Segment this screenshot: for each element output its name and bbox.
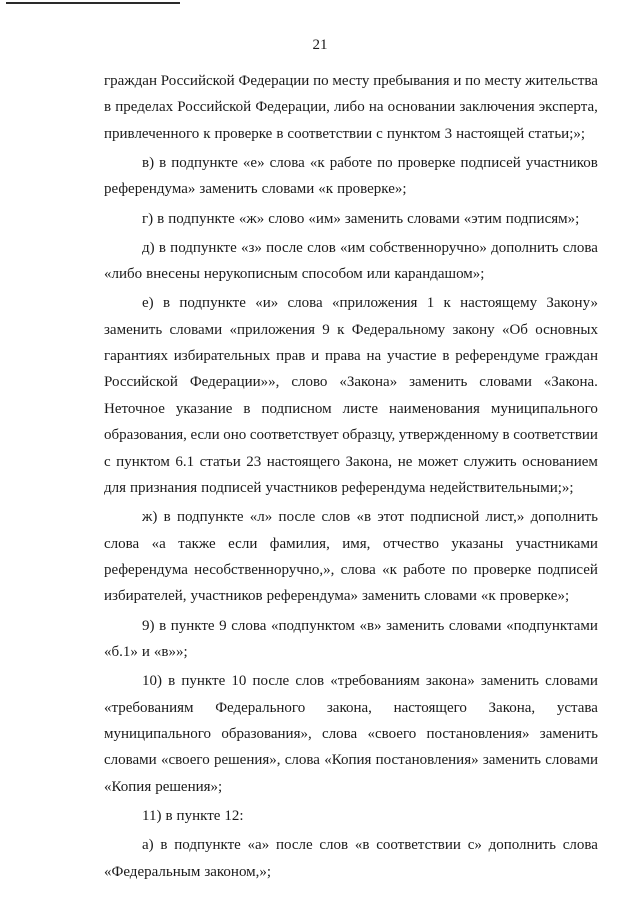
paragraph (104, 290, 598, 501)
text-line: в) в подпункте «е» слова «к работе по проверке подписей участников (142, 154, 598, 171)
text-line: Неточное указание в подписном листе наименования муниципального (104, 400, 598, 417)
paragraph (104, 504, 598, 610)
paragraph (104, 206, 598, 232)
header-rule (6, 2, 180, 4)
text-line: муниципального образования», слова «своего постановления» заменить (104, 725, 598, 742)
text-line: словами «своего решения», слова «Копия постановления» заменить словами (104, 752, 598, 769)
text-line: с пунктом 6.1 статьи 23 настоящего Закона, не может служить основанием (104, 453, 598, 470)
text-line: «требованиям Федерального закона, настоящего Закона, устава (104, 699, 598, 716)
text-line: референдума несобственноручно,», слова «к работе по проверке подписей (104, 562, 598, 579)
page-number: 21 (312, 37, 328, 53)
text-line: заменить словами «приложения 9 к Федеральному закону «Об основных (104, 321, 598, 338)
text-line: е) в подпункте «и» слова «приложения 1 к настоящему Закону» (142, 295, 598, 312)
document-body (104, 68, 598, 885)
text-line: образования, если оно соответствует образцу, утвержденному в соответствии (104, 427, 598, 444)
text-line: «либо внесены нерукописным способом или карандашом»; (104, 266, 485, 283)
paragraph (104, 832, 598, 885)
text-line: гарантиях избирательных прав и права на участие в референдуме граждан (104, 348, 598, 365)
text-line: «Федеральным законом,»; (104, 863, 272, 880)
text-line: для признания подписей участников референдума недействительными;»; (104, 480, 574, 497)
text-line: 9) в пункте 9 слова «подпунктом «в» заменить словами «подпунктами (142, 617, 598, 634)
paragraph (104, 235, 598, 288)
text-line: д) в подпункте «з» после слов «им собственноручно» дополнить слова (142, 239, 598, 256)
paragraph (104, 803, 598, 829)
text-line: 10) в пункте 10 после слов «требованиям закона» заменить словами (142, 673, 598, 690)
text-line: 11) в пункте 12: (142, 807, 244, 824)
paragraph (104, 68, 598, 147)
text-line: избирателей, участников референдума» заменить словами «к проверке»; (104, 588, 570, 605)
text-line: референдума» заменить словами «к проверке»; (104, 181, 407, 198)
text-line: «Копия решения»; (104, 778, 223, 795)
text-line: слова «а также если фамилия, имя, отчество указаны участниками (104, 535, 598, 552)
text-line: привлеченного к проверке в соответствии с пунктом 3 настоящей статьи;»; (104, 125, 586, 142)
text-line: Российской Федерации»», слово «Закона» заменить словами «Закона. (104, 374, 598, 391)
text-line: граждан Российской Федерации по месту пребывания и по месту жительства (104, 73, 598, 89)
text-line: в пределах Российской Федерации, либо на основании заключения эксперта, (104, 99, 598, 116)
paragraph (104, 150, 598, 203)
text-line: «б.1» и «в»»; (104, 643, 188, 660)
paragraph (104, 613, 598, 666)
text-line: ж) в подпункте «л» после слов «в этот подписной лист,» дополнить (142, 509, 598, 526)
text-line: а) в подпункте «а» после слов «в соответствии с» дополнить слова (142, 837, 598, 854)
paragraph (104, 668, 598, 800)
text-line: г) в подпункте «ж» слово «им» заменить словами «этим подписям»; (142, 210, 580, 227)
